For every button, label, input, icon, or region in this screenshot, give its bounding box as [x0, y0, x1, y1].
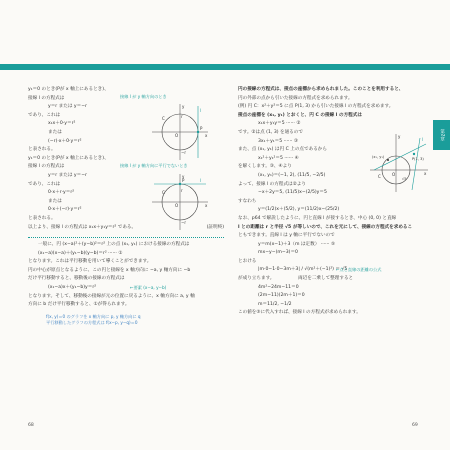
- axis-label: y: [182, 104, 185, 109]
- text-line: すなわち: [238, 198, 257, 204]
- formula-line: (x₁−a)(x−a)＋(y₁−b)(y−b)＝r² ······ ①: [38, 250, 123, 256]
- svg-text:l: l: [422, 137, 424, 142]
- svg-text:l: l: [200, 108, 202, 113]
- text-line: とおける: [238, 258, 257, 264]
- svg-text:√5: √5: [402, 177, 407, 181]
- svg-text:(x₁, y₁): (x₁, y₁): [372, 155, 385, 159]
- svg-text:P(1, 3): P(1, 3): [412, 157, 424, 161]
- formula-line: x₁²＋y₁²＝5 ······ ④: [258, 155, 299, 161]
- svg-text:P: P: [200, 126, 203, 131]
- text-line: または: [48, 198, 62, 204]
- svg-text:P: P: [182, 178, 185, 183]
- margin-annotation: 接線 l が y 軸方向に平行でないとき: [120, 163, 188, 168]
- text-line: y₁＝0 のとき(Pが x 軸上にあるとき)、: [28, 155, 109, 161]
- text-line: 円の接線の方程式は、接点の座標から求められました。このことを利用すると、: [238, 87, 404, 92]
- formula-line: y＝(1/2)x＋(5/2), y＝(11/2)x−(25/2): [258, 207, 340, 213]
- svg-text:x: x: [205, 203, 208, 208]
- figure-external-point-tangents: [368, 132, 430, 194]
- svg-text:C: C: [162, 190, 165, 195]
- formula-line: mx−y−(m−3)＝0: [258, 250, 298, 256]
- text-line: が成り立ちます。: [238, 276, 275, 282]
- margin-annotation: ←点と直線の距離の公式: [336, 267, 382, 273]
- text-line: または: [48, 129, 62, 135]
- header-color-bar: [0, 64, 450, 70]
- svg-text:l: l: [200, 178, 202, 183]
- text-line: 0·x＋r·y＝r²: [48, 190, 75, 196]
- text-line: 円の外部の点から引いた接線の方程式を求められます。: [238, 95, 353, 101]
- svg-text:−r: −r: [181, 220, 186, 225]
- text-line: l との距離は r と半径 √5 が等しいので、これを元にして、接線の方程式を求めるこ: [238, 224, 413, 230]
- text-line: 両辺を二乗して整理すると: [298, 276, 354, 282]
- text-line: (例) 円 C：x²＋y²＝5 に点 P(1, 3) から引いた接線 l の方程式を求めます。: [238, 104, 394, 110]
- text-line: であり、これは: [28, 181, 61, 187]
- text-line: 接線 l の方程式は: [28, 95, 65, 101]
- text-line: 一般に、円 (x−a)²＋(y−b)²＝r² 上の点 (x₁, y₁) における接線の方程式は: [38, 242, 190, 248]
- text-line: y₁＝0 のとき(Pが x 軸上にあるとき)、: [28, 87, 109, 92]
- formula-line: x₁x＋y₁y＝5 ······ ②: [258, 121, 301, 127]
- text-line: (−r)·x＋0·y＝r²: [48, 138, 82, 144]
- text-line: となります。そして、移動後の接線が元の位置に戻るように、x 軸方向に a, y 軸: [28, 293, 195, 299]
- svg-text:x: x: [424, 171, 427, 176]
- margin-annotation: ←要素 (x−a, y−b): [130, 285, 167, 291]
- svg-text:O: O: [175, 203, 179, 208]
- text-line: y＝r または y＝−r: [48, 104, 87, 110]
- text-line: 接線 l の方程式は: [28, 164, 65, 170]
- formula-line: y＝m(x−1)＋3（m は定数） ······ ⑤: [258, 241, 336, 247]
- text-line: を解くします。③、④より: [238, 164, 292, 170]
- formula-line: 4m²−24m−11＝0: [258, 284, 299, 290]
- figure-circle-tangent-vertical: [150, 172, 210, 232]
- svg-text:r: r: [181, 188, 183, 193]
- svg-text:O: O: [175, 133, 179, 138]
- text-line: 0·x＋(−r)·y＝r²: [48, 207, 82, 213]
- svg-text:O: O: [392, 172, 396, 177]
- formula-line: (x₁−a)x＋(y₁−b)y＝r²: [48, 285, 97, 291]
- text-line: 以上より、接線 l の方程式は x₁x＋y₁y＝r² である。: [28, 224, 137, 230]
- text-line: 接点の座標を (x₁, y₁) とおくと、円 C の接線 l の方程式は: [238, 112, 362, 118]
- text-line: 円の中心が原点となるように、この円と接線を x 軸方向に −a, y 軸方向に −b: [28, 267, 191, 273]
- formula-line: (x₁, y₁)＝(−1, 2), (11/5, −2/5): [258, 172, 326, 178]
- text-line: 方向に b だけ平行移動すると、①が得られます。: [28, 302, 130, 308]
- formula-line: |m·0−1·0−3m＋3| / √(m²＋(−1)²) ＝ √5: [258, 267, 348, 273]
- svg-text:y: y: [182, 174, 185, 179]
- note-box: [46, 314, 224, 327]
- svg-text:x: x: [205, 133, 208, 138]
- svg-text:C: C: [162, 116, 165, 121]
- note-line: f(x, y)＝0 のグラフを x 軸方向に p, y 軸方向に q: [46, 313, 141, 319]
- formula-line: m＝11/2, −1/2: [258, 301, 292, 307]
- text-line: よって、接線 l の方程式は②より: [238, 181, 306, 187]
- formula-line: 3x₁＋y₁＝5 ······ ③: [258, 138, 298, 144]
- text-line: となります。これは平行移動を用いて導くことができます。: [28, 259, 152, 265]
- text-line: だけ平行移動すると、移動後の接線の方程式は: [28, 276, 125, 282]
- formula-line: −x＋2y＝5, (11/5)x−(2/5)y＝5: [258, 190, 327, 196]
- text-line: y＝r または y＝−r: [48, 172, 87, 178]
- svg-text:y: y: [398, 134, 401, 139]
- page-number-right: 69: [412, 423, 418, 428]
- section-divider: [28, 237, 224, 238]
- text-line: と表される。: [28, 147, 56, 153]
- text-line: x₁x＋0·y＝r²: [48, 121, 76, 127]
- margin-annotation: 接線 l が y 軸方向のとき: [120, 94, 167, 99]
- text-line: この値を⑤に代入すれば、接線 l の方程式が求められます。: [238, 310, 361, 316]
- svg-text:−r: −r: [181, 150, 186, 155]
- proof-end: (証明終): [206, 224, 224, 230]
- right-page-text: [238, 86, 420, 318]
- text-line: なお、p64 で解説したように、円と直線 l が接するとき、中心 (0, 0) と直線: [238, 215, 397, 221]
- text-line: ともできます。直線 l は y 軸に平行でないので: [238, 233, 335, 239]
- page-number-left: 68: [28, 423, 34, 428]
- formula-line: (2m−11)(2m＋1)＝0: [258, 293, 305, 299]
- chapter-tab: 第2章: [433, 120, 450, 150]
- text-line: です。②は点 (1, 3) を通るので: [238, 129, 303, 135]
- figure-circle-tangent-horizontal: [150, 102, 210, 162]
- text-line: と表される。: [28, 215, 56, 221]
- svg-text:C: C: [378, 174, 381, 179]
- note-line: 平行移動したグラフの方程式は f(x−p, y−q)＝0: [46, 320, 138, 326]
- text-line: また、点 (x₁, y₁) は円 C 上の点であるから: [238, 147, 327, 153]
- svg-text:r: r: [181, 114, 183, 119]
- text-line: であり、これは: [28, 112, 61, 118]
